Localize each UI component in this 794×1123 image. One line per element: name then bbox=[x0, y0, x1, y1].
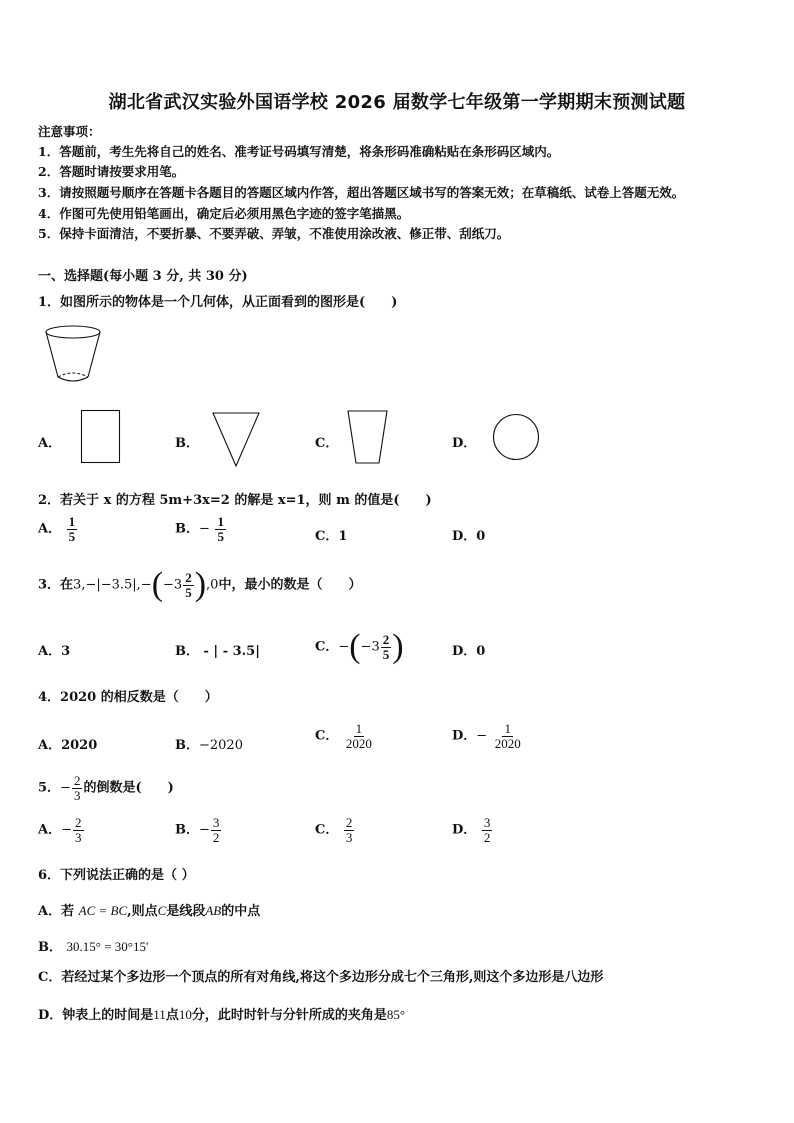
notice-item-5: 5．保持卡面清洁，不要折暴、不要弄破、弄皱，不准使用涂改液、修正带、刮纸刀。 bbox=[38, 226, 510, 241]
q2-b-label: B． bbox=[175, 521, 199, 537]
q4-option-c bbox=[315, 722, 375, 750]
numerator: 1 bbox=[504, 721, 511, 736]
fraction bbox=[67, 515, 78, 543]
q5-suffix: 的倒数是( ) bbox=[83, 780, 174, 796]
q6-d-text2: 分，此时时针与分针所成的夹角是 bbox=[191, 1008, 387, 1023]
q2-stem: 2．若关于 x 的方程 5m+3x=2 的解是 x=1，则 m 的值是( ) bbox=[38, 493, 432, 508]
left-paren: ( bbox=[349, 628, 361, 665]
q6-a-point: C bbox=[157, 903, 167, 918]
numerator: 2 bbox=[73, 773, 81, 788]
q6-d-angle: 85° bbox=[386, 1007, 406, 1022]
q3-c-label: C． bbox=[315, 639, 339, 655]
numerator: 1 bbox=[68, 514, 76, 529]
mixed-whole: −3 bbox=[163, 577, 183, 593]
minus-sign: − bbox=[199, 822, 210, 838]
minus-sign: − bbox=[60, 780, 71, 796]
fraction bbox=[344, 722, 374, 750]
q6-d-text1: 点 bbox=[165, 1008, 179, 1023]
q6-b-label: B． bbox=[38, 940, 62, 955]
q4-b-label: B． bbox=[175, 738, 199, 753]
q3-option-b: B． - | - 3.5| bbox=[175, 644, 260, 659]
right-paren: ) bbox=[194, 566, 207, 603]
notice-item-4: 4．作图可先使用铅笔画出，确定后必须用黑色字迹的签字笔描黑。 bbox=[38, 206, 410, 221]
q3-option-c bbox=[315, 628, 404, 666]
q4-option-a: A．2020 bbox=[38, 738, 98, 753]
q4-option-b bbox=[175, 734, 243, 753]
fraction bbox=[381, 633, 392, 661]
q5-a-label: A． bbox=[38, 822, 62, 838]
notice-item-2: 2．答题时请按要求用笔。 bbox=[38, 164, 185, 179]
mixed-whole: −3 bbox=[360, 639, 380, 655]
q6-d-hour: 11 bbox=[153, 1007, 166, 1022]
section-heading: 一、选择题(每小题 3 分, 共 30 分) bbox=[38, 269, 248, 284]
denominator: 2 bbox=[483, 829, 491, 845]
q4-d-label: D． bbox=[452, 728, 477, 744]
numerator: 3 bbox=[212, 815, 220, 830]
q5-option-c bbox=[315, 816, 355, 844]
numerator: 1 bbox=[217, 514, 224, 529]
fraction bbox=[73, 816, 84, 844]
right-paren: ) bbox=[392, 628, 404, 665]
denominator: 3 bbox=[75, 829, 82, 845]
minus-sign: − bbox=[199, 521, 210, 537]
numerator: 2 bbox=[382, 631, 390, 647]
circle-figure bbox=[492, 413, 540, 461]
fraction bbox=[183, 571, 194, 599]
q1-stem: 1．如图所示的物体是一个几何体，从正面看到的图形是( ) bbox=[38, 295, 398, 310]
q5-option-a bbox=[38, 816, 85, 844]
q4-b-value: −2020 bbox=[199, 738, 243, 753]
q5-c-label: C． bbox=[315, 822, 339, 838]
denominator: 2020 bbox=[494, 735, 521, 751]
fraction bbox=[344, 816, 355, 844]
minus-sign: − bbox=[476, 728, 488, 744]
q2-option-d: D．0 bbox=[452, 529, 486, 544]
q6-option-d bbox=[38, 1004, 405, 1023]
q3-list-end: ,0 bbox=[206, 577, 219, 593]
q5-stem bbox=[38, 774, 174, 802]
q3-option-d: D．0 bbox=[452, 644, 486, 659]
denominator: 3 bbox=[345, 829, 353, 845]
rectangle-figure bbox=[81, 410, 121, 464]
q2-a-label: A． bbox=[38, 521, 62, 537]
q6-a-equation: AC = BC bbox=[78, 903, 128, 918]
q1-option-b-label: B． bbox=[175, 436, 199, 451]
trapezoid-figure bbox=[347, 410, 389, 466]
denominator: 5 bbox=[382, 646, 390, 662]
denominator: 2020 bbox=[345, 735, 372, 751]
q6-option-b bbox=[38, 936, 148, 955]
notice-item-1: 1．答题前，考生先将自己的姓名、准考证号码填写清楚，将条形码准确粘贴在条形码区域内。 bbox=[38, 144, 560, 159]
numerator: 3 bbox=[483, 815, 491, 830]
denominator: 2 bbox=[212, 829, 220, 845]
fraction bbox=[211, 816, 222, 844]
q6-a-text1: ,则点 bbox=[127, 904, 158, 919]
denominator: 3 bbox=[73, 787, 81, 803]
denominator: 5 bbox=[68, 528, 76, 544]
q6-option-c: C．若经过某个多边形一个顶点的所有对角线,将这个多边形分成七个三角形,则这个多边形是八边形 bbox=[38, 970, 604, 985]
q1-option-d-label: D． bbox=[452, 436, 477, 451]
q5-option-b bbox=[175, 816, 222, 844]
q5-label: 5． bbox=[38, 780, 61, 796]
left-paren: ( bbox=[151, 566, 164, 603]
q6-a-text2: 是线段 bbox=[166, 904, 206, 919]
q5-option-d bbox=[452, 816, 493, 844]
numerator: 2 bbox=[185, 569, 192, 585]
q3-list-start: 3,−|−3.5|,− bbox=[73, 577, 152, 593]
q1-option-c-label: C． bbox=[315, 436, 339, 451]
q4-option-d bbox=[452, 722, 524, 750]
page-title: 湖北省武汉实验外国语学校 2026 届数学七年级第一学期期末预测试题 bbox=[108, 92, 686, 113]
inverted-triangle-figure bbox=[212, 412, 260, 468]
q3-suffix: 中，最小的数是（ ） bbox=[218, 577, 362, 593]
q6-a-segment: AB bbox=[205, 903, 222, 918]
notice-item-3: 3．请按照题号顺序在答题卡各题目的答题区域内作答，超出答题区域书写的答案无效；在草稿纸、试卷上答题无效。 bbox=[38, 185, 685, 200]
q6-a-suffix: 的中点 bbox=[221, 904, 261, 919]
q2-option-b bbox=[175, 515, 227, 543]
q3-stem bbox=[38, 566, 361, 604]
q6-b-equation: 30.15° = 30°15' bbox=[66, 939, 149, 954]
q1-option-a-label: A． bbox=[38, 436, 62, 451]
q6-stem: 6．下列说法正确的是（ ） bbox=[38, 868, 195, 883]
fraction bbox=[482, 816, 493, 844]
q2-option-c: C．1 bbox=[315, 529, 348, 544]
q3-option-a: A．3 bbox=[38, 644, 71, 659]
fraction bbox=[215, 515, 226, 543]
numerator: 2 bbox=[75, 815, 82, 830]
cup-figure bbox=[44, 325, 106, 387]
minus-sign: − bbox=[61, 822, 72, 838]
q6-d-prefix: D．钟表上的时间是 bbox=[38, 1008, 154, 1023]
q4-stem: 4．2020 的相反数是（ ） bbox=[38, 690, 218, 705]
numerator: 2 bbox=[345, 815, 353, 830]
q4-c-label: C． bbox=[315, 728, 339, 744]
notice-heading: 注意事项： bbox=[38, 124, 101, 139]
q5-d-label: D． bbox=[452, 822, 477, 838]
minus-sign: − bbox=[338, 639, 350, 655]
q2-option-a bbox=[38, 515, 78, 543]
q5-b-label: B． bbox=[175, 822, 199, 838]
fraction bbox=[493, 722, 523, 750]
q6-d-minute: 10 bbox=[178, 1007, 192, 1022]
denominator: 5 bbox=[217, 528, 224, 544]
numerator: 1 bbox=[355, 721, 363, 736]
q3-prefix: 3．在 bbox=[38, 577, 74, 593]
denominator: 5 bbox=[185, 584, 192, 600]
q6-option-a bbox=[38, 900, 260, 919]
fraction bbox=[72, 774, 83, 802]
q6-a-prefix: A．若 bbox=[38, 904, 79, 919]
